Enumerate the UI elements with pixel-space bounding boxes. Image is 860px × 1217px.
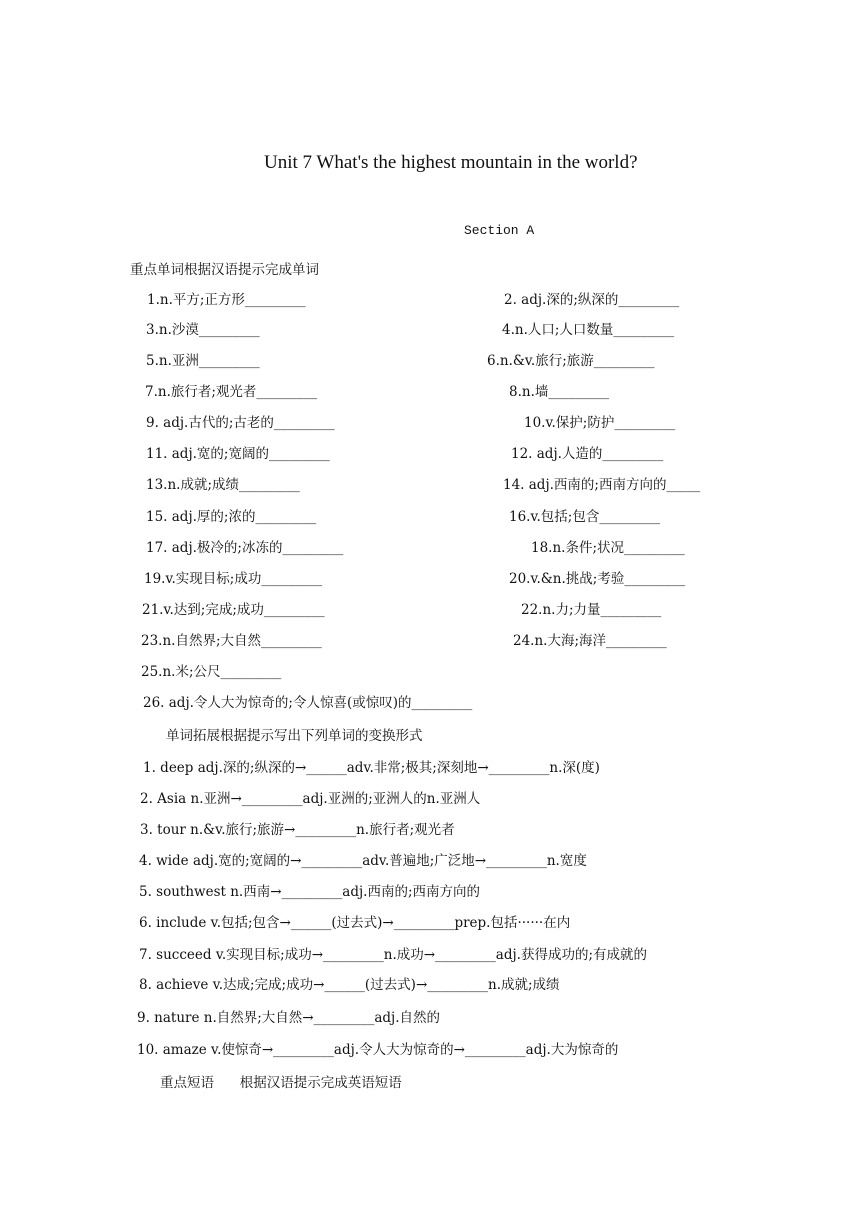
expand-item: 3. tour n.&v.旅行;旅游→_________n.旅行者;观光者 — [140, 822, 455, 838]
vocab-item: 21.v.达到;完成;成功_________ — [142, 602, 325, 618]
expand-item: 5. southwest n.西南→_________adj.西南的;西南方向的 — [139, 884, 480, 900]
vocab-item: 17. adj.极冷的;冰冻的_________ — [146, 540, 344, 556]
expand-item: 10. amaze v.使惊奇→_________adj.令人大为惊奇的→_________adj.大为惊奇的 — [137, 1042, 619, 1058]
vocab-heading: 重点单词根据汉语提示完成单词 — [130, 262, 319, 278]
vocab-item: 2. adj.深的;纵深的_________ — [504, 292, 680, 308]
vocab-item: 12. adj.人造的_________ — [511, 446, 664, 462]
expand-item: 6. include v.包括;包含→______(过去式)→_________prep.包括······在内 — [139, 915, 571, 931]
expand-item: 1. deep adj.深的;纵深的→______adv.非常;极其;深刻地→_________n.深(度) — [143, 760, 600, 776]
vocab-item: 22.n.力;力量_________ — [521, 602, 662, 618]
vocab-item: 26. adj.令人大为惊奇的;令人惊喜(或惊叹)的_________ — [143, 695, 473, 711]
expand-item: 2. Asia n.亚洲→_________adj.亚洲的;亚洲人的n.亚洲人 — [140, 791, 481, 807]
vocab-item: 10.v.保护;防护_________ — [524, 415, 676, 431]
vocab-item: 20.v.&n.挑战;考验_________ — [509, 571, 686, 587]
vocab-item: 6.n.&v.旅行;旅游_________ — [487, 353, 655, 369]
section-label: Section A — [464, 223, 535, 238]
vocab-item: 9. adj.古代的;古老的_________ — [146, 415, 335, 431]
page-title: Unit 7 What's the highest mountain in the world? — [264, 152, 638, 173]
vocab-item: 4.n.人口;人口数量_________ — [502, 322, 675, 338]
vocab-item: 18.n.条件;状况_________ — [531, 540, 685, 556]
expand-item: 9. nature n.自然界;大自然→_________adj.自然的 — [137, 1010, 441, 1026]
expand-item: 8. achieve v.达成;完成;成功→______(过去式)→_________n.成就;成绩 — [139, 977, 560, 993]
vocab-item: 23.n.自然界;大自然_________ — [141, 633, 322, 649]
expand-item: 7. succeed v.实现目标;成功→_________n.成功→_________adj.获得成功的;有成就的 — [139, 947, 648, 963]
vocab-item: 8.n.墙_________ — [509, 384, 610, 400]
vocab-item: 11. adj.宽的;宽阔的_________ — [146, 446, 330, 462]
vocab-item: 3.n.沙漠_________ — [146, 322, 260, 338]
phrases-heading: 重点短语 根据汉语提示完成英语短语 — [160, 1075, 402, 1091]
expand-heading: 单词拓展根据提示写出下列单词的变换形式 — [166, 728, 423, 744]
vocab-item: 16.v.包括;包含_________ — [509, 509, 661, 525]
vocab-item: 1.n.平方;正方形_________ — [147, 292, 306, 308]
vocab-item: 7.n.旅行者;观光者_________ — [145, 384, 318, 400]
vocab-item: 5.n.亚洲_________ — [146, 353, 260, 369]
expand-item: 4. wide adj.宽的;宽阔的→_________adv.普遍地;广泛地→_________n.宽度 — [139, 853, 587, 869]
vocab-item: 24.n.大海;海洋_________ — [513, 633, 667, 649]
vocab-item: 13.n.成就;成绩_________ — [146, 477, 300, 493]
vocab-item: 14. adj.西南的;西南方向的_____ — [503, 477, 701, 493]
vocab-item: 15. adj.厚的;浓的_________ — [146, 509, 317, 525]
vocab-item: 25.n.米;公尺_________ — [141, 664, 282, 680]
vocab-item: 19.v.实现目标;成功_________ — [144, 571, 323, 587]
